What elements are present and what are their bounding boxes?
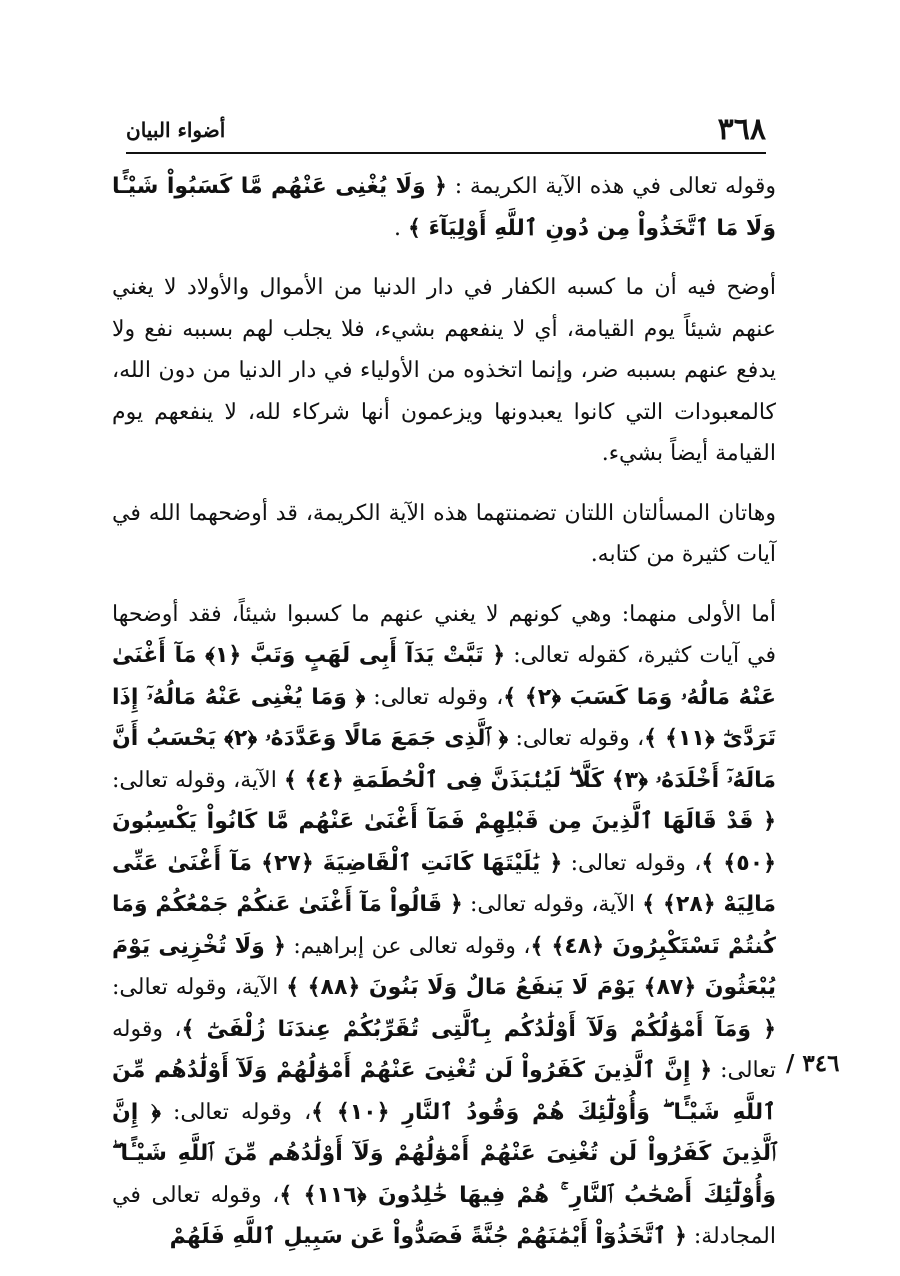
commentary-text: أوضح فيه أن ما كسبه الكفار في دار الدنيا من الأموال والأولاد لا يغني عنهم شيئاً يوم القيامة، أي لا ينفعهم بشيء، فلا يجلب لهم بسببه نفع ولا يدفع عنهم بسببه ضر، وإنما اتخذوه من الأولياء في دار الدنيا من دون الله، كالمعبودات التي كانوا يعبدونها ويزعمون أنها شركاء لله، لا ينفعهم يوم القيامة أيضاً بشيء. (112, 275, 776, 466)
quran-verse: ﴿ ٱلَّذِى جَمَعَ مَالًا وَعَدَّدَهُۥ ﴿٢﴾ يَحْسَبُ أَنَّ مَالَهُۥٓ أَخْلَدَهُۥ ﴿٣﴾ كَلَّا ۖ لَيُنۢبَذَنَّ فِى ٱلْحُطَمَةِ ﴿٤﴾ ﴾ (112, 726, 776, 793)
quran-verse: ﴿ تَبَّتْ يَدَآ أَبِى لَهَبٍ وَتَبَّ ﴿١﴾ مَآ أَغْنَىٰ عَنْهُ مَالُهُۥ وَمَا كَسَبَ ﴿٢﴾ ﴾ (112, 643, 776, 710)
quran-verse: ﴿ إِنَّ ٱلَّذِينَ كَفَرُواْ لَن تُغْنِىَ عَنْهُمْ أَمْوَٰلُهُمْ وَلَآ أَوْلَٰدُهُم مِّنَ ٱللَّهِ شَيْـًٔا ۖ وَأُوْلَٰٓئِكَ أَصْحَٰبُ ٱلنَّارِ ۚ هُمْ فِيهَا خَٰلِدُونَ ﴿١١٦﴾ ﴾ (112, 1099, 777, 1208)
body-text (112, 166, 776, 1276)
margin-page-reference: ٣٤٦ / (786, 1050, 840, 1077)
paragraph (112, 267, 776, 475)
quran-verse: ﴿ قَالُواْ مَآ أَغْنَىٰ عَنكُمْ جَمْعُكُمْ وَمَا كُنتُمْ تَسْتَكْبِرُونَ ﴿٤٨﴾ ﴾ (112, 892, 776, 959)
quran-verse: ﴿ يَٰلَيْتَهَا كَانَتِ ٱلْقَاضِيَةَ ﴿٢٧﴾ مَآ أَغْنَىٰ عَنِّى مَالِيَهْ ﴿٢٨﴾ ﴾ (112, 850, 777, 917)
commentary-text: وقوله تعالى في هذه الآية الكريمة : (446, 174, 776, 199)
commentary-text: الآية، وقوله تعالى: (112, 975, 287, 1000)
page-number: ٣٦٨ (717, 112, 766, 147)
page-header (126, 108, 766, 154)
paragraph (112, 166, 776, 249)
paragraph (112, 594, 776, 1258)
quran-verse: ﴿ وَلَا تُخْزِنِى يَوْمَ يُبْعَثُونَ ﴿٨٧﴾ يَوْمَ لَا يَنفَعُ مَالٌ وَلَا بَنُونَ ﴿٨٨﴾ ﴾ (112, 933, 776, 1000)
commentary-text: أما الأولى منهما: وهي كونهم لا يغني عنهم ما كسبوا شيئاً، فقد أوضحها في آيات كثيرة، كقوله تعالى: (112, 601, 777, 668)
quran-verse: ﴿ ٱتَّخَذُوٓاْ أَيْمَٰنَهُمْ جُنَّةً فَصَدُّواْ عَن سَبِيلِ ٱللَّهِ فَلَهُمْ (169, 1224, 687, 1249)
quran-verse: ﴿ إِنَّ ٱلَّذِينَ كَفَرُواْ لَن تُغْنِىَ عَنْهُمْ أَمْوَٰلُهُمْ وَلَآ أَوْلَٰدُهُم مِّنَ ٱللَّهِ شَيْـًٔا ۖ وَأُوْلَٰٓئِكَ هُمْ وَقُودُ ٱلنَّارِ ﴿١٠﴾ ﴾ (112, 1058, 776, 1125)
commentary-text: الآية، وقوله تعالى: (462, 892, 643, 917)
commentary-text: ، وقوله تعالى: (365, 684, 504, 710)
book-title: أضواء البيان (126, 118, 226, 142)
commentary-text: . (394, 215, 409, 241)
quran-verse: ﴿ وَلَا يُغْنِى عَنْهُم مَّا كَسَبُواْ شَيْـًٔا وَلَا مَا ٱتَّخَذُواْ مِن دُونِ ٱللَّهِ أَوْلِيَآءَ ﴾ (112, 174, 776, 241)
commentary-text: ، وقوله تعالى عن إبراهيم: (285, 933, 531, 959)
quran-verse: ﴿ وَمَا يُغْنِى عَنْهُ مَالُهُۥٓ إِذَا تَرَدَّىٰٓ ﴿١١﴾ ﴾ (112, 684, 776, 751)
commentary-text: ، وقوله تعالى في المجادلة: (112, 1182, 776, 1249)
commentary-text: ، وقوله تعالى: (562, 850, 702, 876)
commentary-text: الآية، وقوله تعالى: (112, 767, 284, 793)
paragraph (112, 493, 776, 576)
commentary-text: ، وقوله تعالى: (160, 1099, 312, 1125)
commentary-text: وهاتان المسألتان اللتان تضمنتهما هذه الآية الكريمة، قد أوضحهما الله في آيات كثيرة من كتابه. (112, 500, 776, 567)
commentary-text: ، وقوله تعالى: (112, 1016, 776, 1083)
quran-verse: ﴿ وَمَآ أَمْوَٰلُكُمْ وَلَآ أَوْلَٰدُكُم بِٱلَّتِى تُقَرِّبُكُمْ عِندَنَا زُلْفَىٰٓ ﴾ (181, 1016, 776, 1042)
quran-verse: ﴿ قَدْ قَالَهَا ٱلَّذِينَ مِن قَبْلِهِمْ فَمَآ أَغْنَىٰ عَنْهُم مَّا كَانُواْ يَكْسِبُونَ ﴿٥٠﴾ ﴾ (112, 809, 777, 876)
commentary-text: ، وقوله تعالى: (508, 726, 645, 751)
